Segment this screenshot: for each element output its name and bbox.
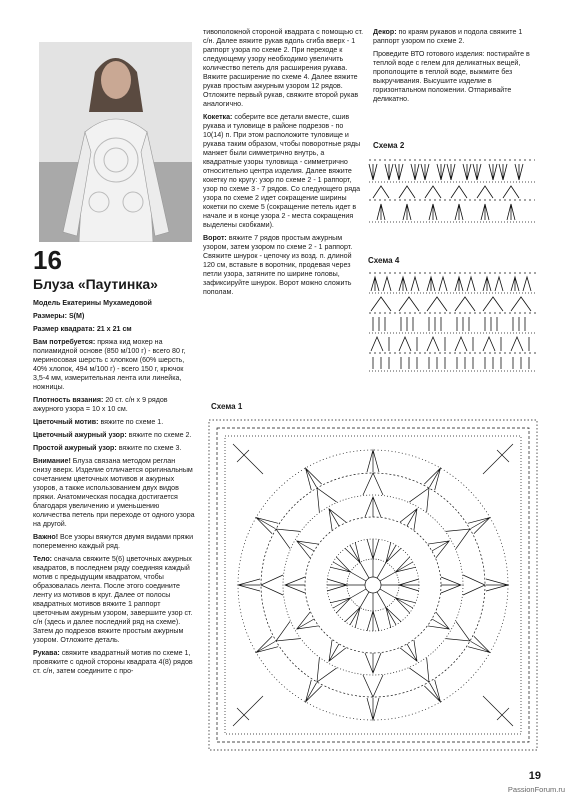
- paragraph-text: вяжите по схеме 3.: [116, 444, 182, 452]
- model-photo-illustration: [39, 42, 192, 242]
- scheme-4-label: Схема 4: [368, 256, 400, 265]
- pattern-title: Блуза «Паутинка»: [33, 276, 158, 292]
- paragraph-label: Размеры:: [33, 312, 67, 320]
- paragraph-text: сначала свяжите 5(6) цветочных ажурных квадратов, в последнем ряду соединяя каждый мотив с предыдущим квадратом, чтобы образовалась лента. После этого соедините ленту из мотивов в круг. Далее от полосы квадратных мотивов вяжите 1 раппорт цветочным ажурным узором, завершите узор ст. с/н (здесь и далее последний ряд на схеме). Затем до подрезов вяжите простым ажурным узором. Отложите деталь.: [33, 555, 193, 644]
- paragraph-label: Размер квадрата:: [33, 325, 95, 333]
- scheme-2-label: Схема 2: [373, 141, 405, 150]
- scheme-1-diagram: [203, 414, 543, 756]
- model-photo: [39, 42, 192, 242]
- paragraph-text: пряжа кид мохер на полиамидной основе (850 м/100 г) - всего 80 г, мериносовая шерсть с хлопком (60% шерсть, 40% хлопок, 494 м/100 г) - всего 150 г, крючок 3,5-4 мм, измерительная лента или линейка, ножницы.: [33, 338, 186, 391]
- paragraph-text: свяжите квадратный мотив по схеме 1, провяжите с одной стороны квадрата 4(8) рядов ст. с/н, затем соедините с про-: [33, 649, 193, 675]
- paragraph-label: Тело:: [33, 555, 53, 563]
- text-column-3: [373, 28, 538, 108]
- paragraph-label: Важно!: [33, 533, 59, 541]
- paragraph-text: Блуза связана методом реглан снизу вверх. Изделие отличается оригинальным сочетанием цветочных мотивов и ажурных узоров, а также использованием двух видов пряжи. Анатомическая посадка достигается благодаря увеличению и уменьшению количества петель при переходе от одного узора на другой.: [33, 457, 195, 528]
- paragraph: [33, 431, 195, 440]
- paragraph-text: соберите все детали вместе, сшив рукава и туловище в районе подрезов - по 10(14) п. При этом расположите туловище и рукава таким образом, чтобы поворотные ряды манжет были симметрично внутрь, а квадратные узоры туловища - симметрично относительно центра изделия. Далее вяжите кокетку по кругу: узор по схеме 2 - 1 раппорт, узор по схеме 3 - 7 рядов. Со следующего ряда узора по схеме 2 идет сокращение ширины кокетки по схеме 5 (сокращение петель идет в начале и в конце узора 2 - места сокращения выделены скобками).: [203, 113, 361, 229]
- paragraph: [33, 338, 195, 392]
- paragraph-text: по краям рукавов и подола свяжите 1 раппорт узором по схеме 2.: [373, 28, 523, 45]
- paragraph-label: Цветочный мотив:: [33, 418, 99, 426]
- paragraph-label: Декор:: [373, 28, 397, 36]
- paragraph: [33, 649, 195, 676]
- paragraph-label: Простой ажурный узор:: [33, 444, 117, 452]
- paragraph: [33, 312, 195, 321]
- paragraph: [373, 28, 538, 46]
- pattern-number: 16: [33, 245, 62, 275]
- paragraph-text: Все узоры вяжутся двумя видами пряжи попеременно каждый ряд.: [33, 533, 194, 550]
- scheme-1-label: Схема 1: [211, 402, 243, 411]
- scheme-4-diagram: [365, 267, 543, 375]
- paragraph: [33, 418, 195, 427]
- paragraph: [33, 533, 195, 551]
- paragraph: [373, 50, 538, 104]
- scheme-2-diagram: [365, 152, 543, 228]
- paragraph-text: вяжите 7 рядов простым ажурным узором, затем узором по схеме 2 - 1 раппорт. Свяжите шнурок - цепочку из возд. п. длиной 120 см, вставьте в воротник, продевая через петли узора, затяните по ширине головы, зафиксируйте шнурок. Ворот можно сложить пополам.: [203, 234, 353, 296]
- paragraph-label: Ворот:: [203, 234, 227, 242]
- paragraph: [203, 234, 365, 297]
- paragraph: [33, 555, 195, 645]
- paragraph-label: Плотность вязания:: [33, 396, 104, 404]
- paragraph-text: вяжите по схеме 1.: [98, 418, 164, 426]
- text-column-1: [33, 299, 195, 680]
- paragraph-text: 21 х 21 см: [94, 325, 132, 333]
- paragraph-text: Модель Екатерины Мухамедовой: [33, 299, 152, 307]
- paragraph-text: Проведите ВТО готового изделия: постирайте в теплой воде с гелем для деликатных вещей, прополощите в теплой воде, выжмите без выкручивания. Высушите изделие в горизонтальном положении. Отпаривайте деликатно.: [373, 50, 530, 103]
- watermark: PassionForum.ru: [507, 785, 565, 794]
- paragraph-label: Цветочный ажурный узор:: [33, 431, 127, 439]
- paragraph-text: вяжите по схеме 2.: [126, 431, 192, 439]
- paragraph-label: Рукава:: [33, 649, 60, 657]
- paragraph: [203, 28, 365, 109]
- paragraph: [33, 457, 195, 529]
- page-number: 19: [528, 770, 541, 782]
- paragraph-label: Вам потребуется:: [33, 338, 96, 346]
- paragraph-text: тивоположной стороной квадрата с помощью ст. с/н. Далее вяжите рукав вдоль сгиба вверх - 1 раппорт узора по схеме 2. При переходе к следующему узору необходимо увеличить количество петель для расширения рукава. Вяжите расширение по схеме 4. Далее вяжите рукав простым ажурным узором 12 рядов. Отложите первый рукав, свяжите второй рукав аналогично.: [203, 28, 364, 108]
- paragraph-text: S(M): [66, 312, 85, 320]
- paragraph: [33, 299, 195, 308]
- paragraph: [33, 444, 195, 453]
- paragraph-label: Внимание!: [33, 457, 71, 465]
- paragraph: [203, 113, 365, 230]
- text-column-2: [203, 28, 365, 301]
- paragraph: [33, 325, 195, 334]
- paragraph: [33, 396, 195, 414]
- paragraph-text: 20 ст. с/н х 9 рядов ажурного узора = 10 х 10 см.: [33, 396, 168, 413]
- paragraph-label: Кокетка:: [203, 113, 233, 121]
